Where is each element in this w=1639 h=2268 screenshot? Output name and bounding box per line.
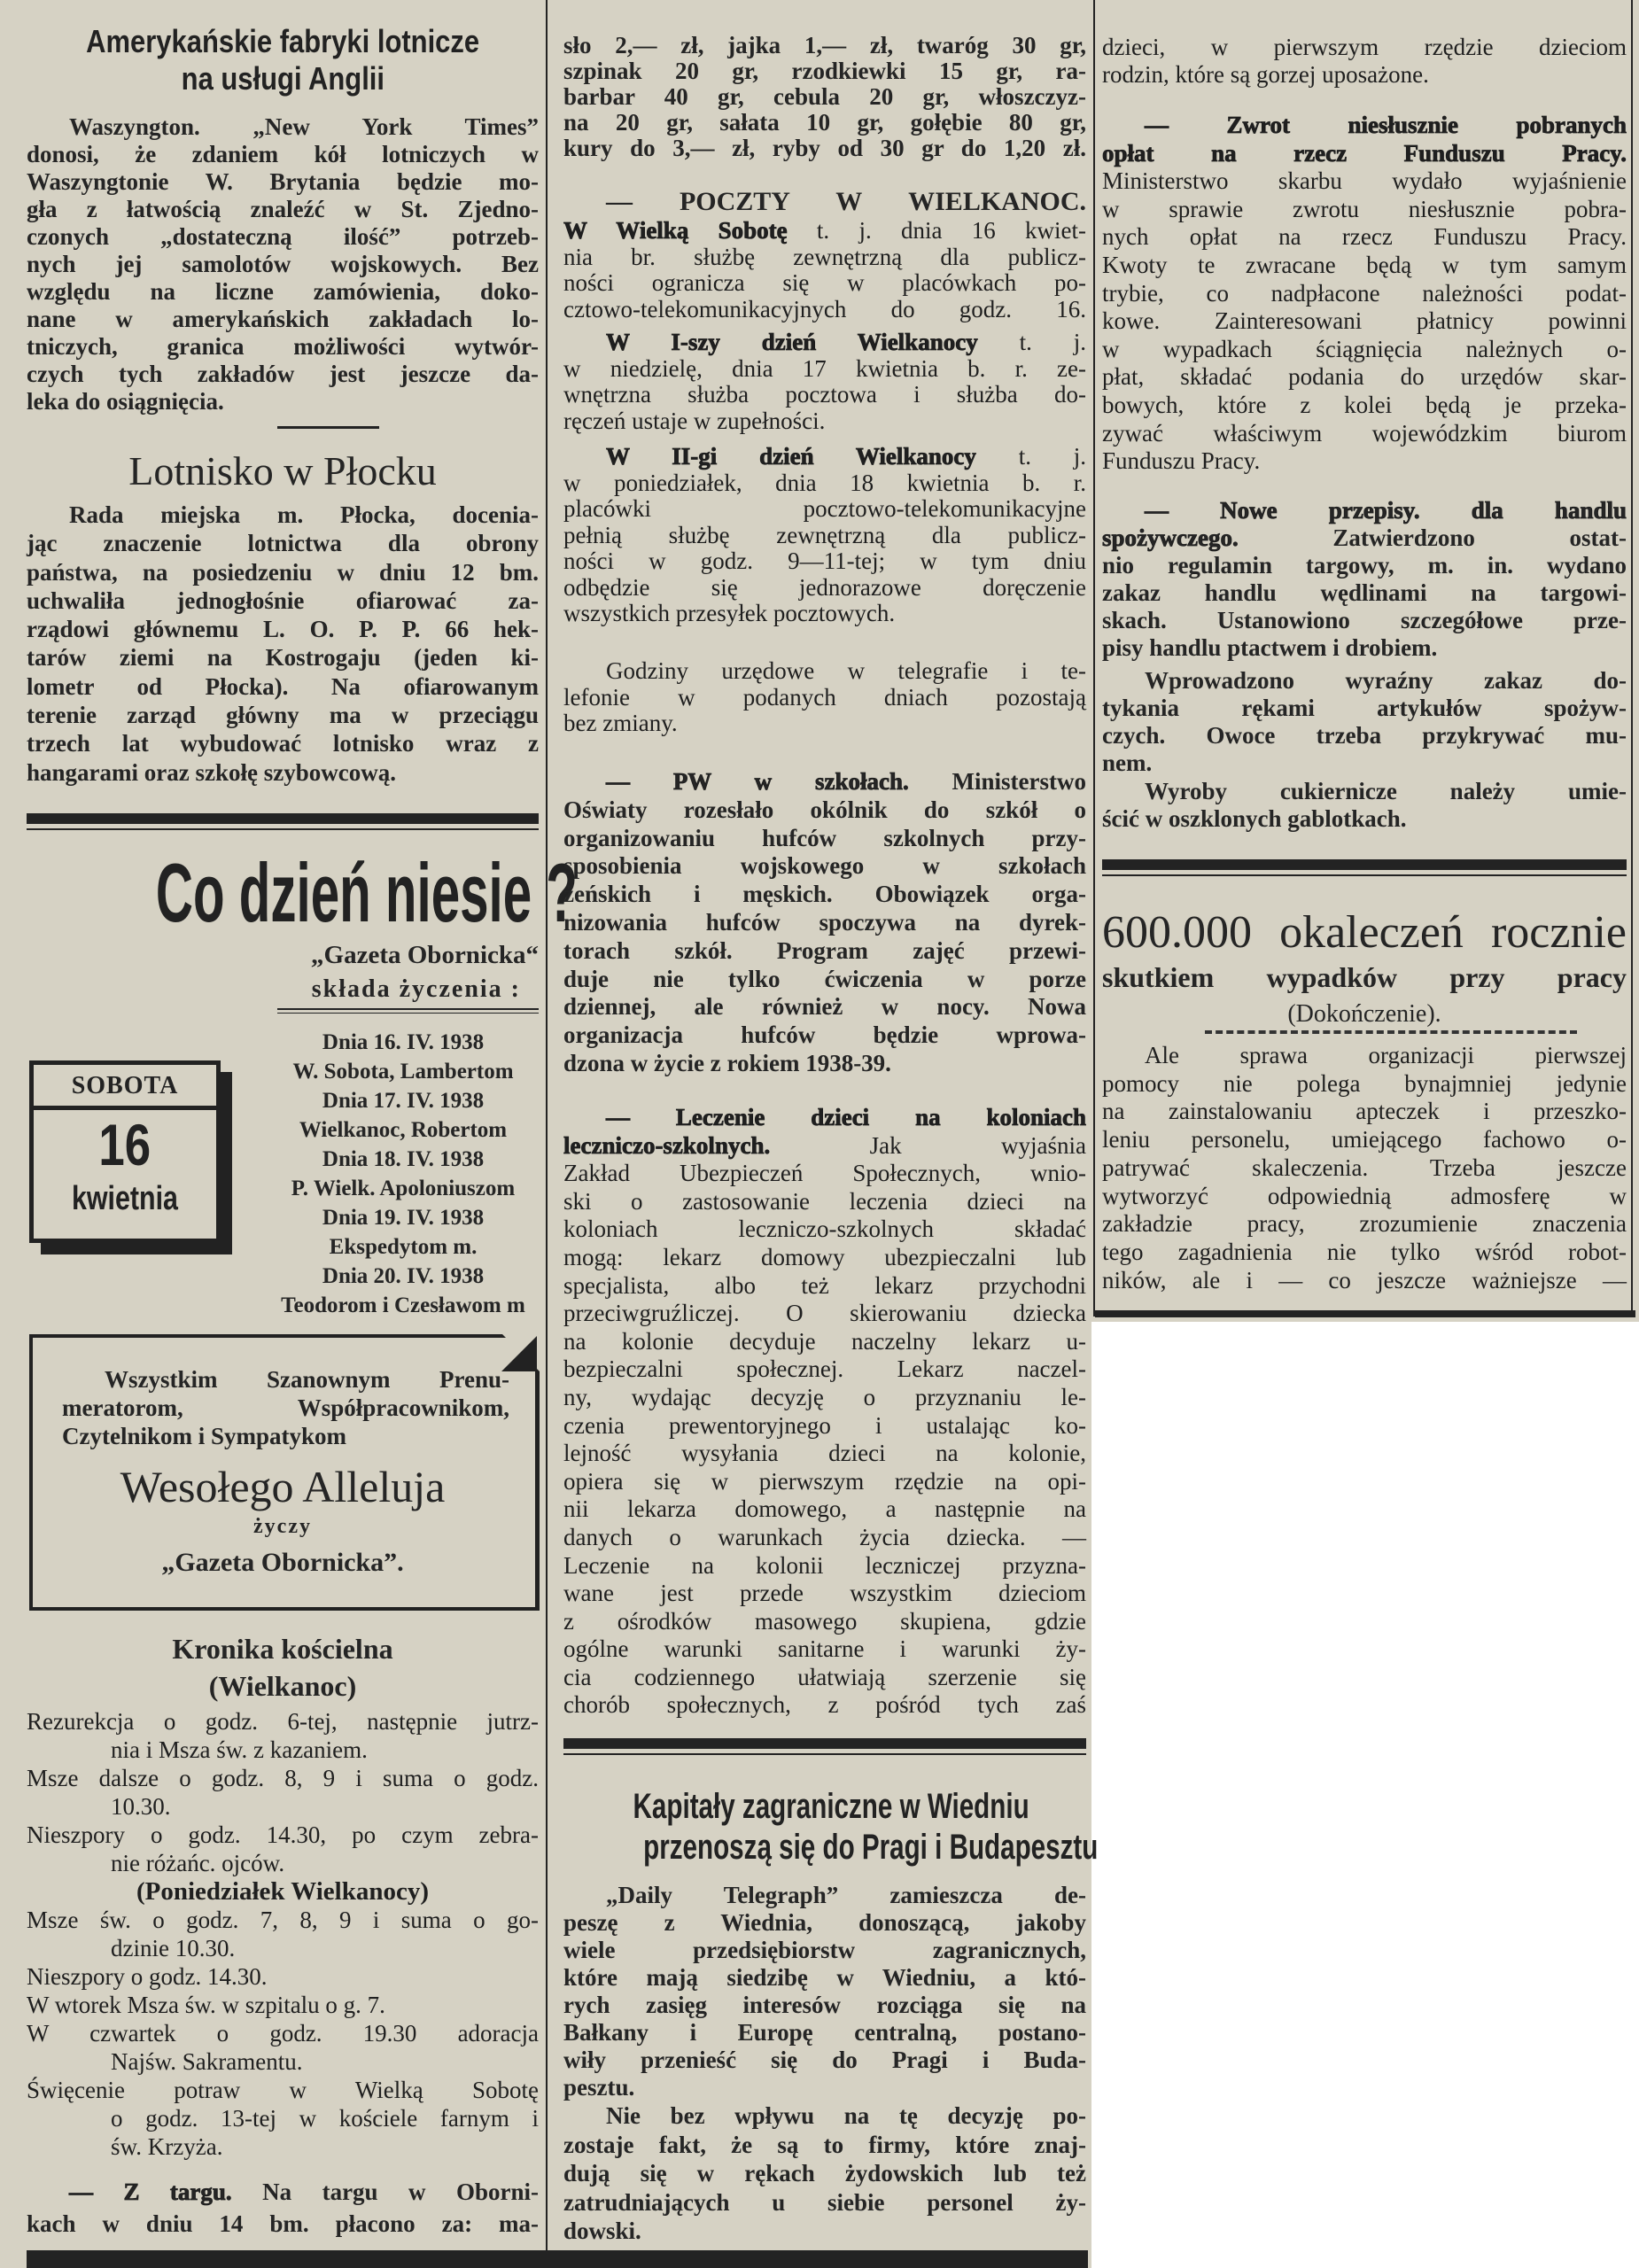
text-run: Ministerstwo xyxy=(908,768,1087,795)
lead-in-heading: W Wielką Sobotę xyxy=(563,217,788,244)
text-line: Msze dalsze o godz. 8, 9 i suma o godz. xyxy=(27,1765,539,1791)
text-line: nych jej samolotów wojskowych. Bez xyxy=(27,251,539,277)
name-day-date: Dnia 16. IV. 1938 xyxy=(322,1030,485,1054)
injuries-article-body xyxy=(1102,1042,1627,1294)
text-line: meratorom, Współpracownikom, xyxy=(62,1394,509,1421)
text-line: kury do 3,— zł, ryby od 30 gr do 1,20 zł. xyxy=(563,135,1086,161)
text-line: pełnią służbę zewnętrzną dla publicz- xyxy=(563,521,1086,548)
blank-area xyxy=(1091,1322,1639,2268)
text-line: — POCZTY W WIELKANOC. xyxy=(606,187,1086,216)
text-line: Ministerstwo skarbu wydało wyjaśnienie xyxy=(1102,167,1627,195)
text-line xyxy=(563,1104,1086,1132)
text-line: nii lekarza domowego, a następnie na xyxy=(563,1495,1086,1523)
text-line: ników, ale i — co jeszcze ważniejsze — xyxy=(1102,1266,1627,1293)
decorative-divider xyxy=(1205,1030,1577,1034)
calendar-weekday: SOBOTA xyxy=(34,1065,216,1110)
name-day-names: Wielkanoc, Robertom xyxy=(299,1118,508,1142)
text-line: wiły przenieść się do Pragi i Buda- xyxy=(563,2047,1086,2073)
text-line: tykania rękami artykułów spożyw- xyxy=(1102,695,1627,721)
text-line: dzona w życie z rokiem 1938-39. xyxy=(563,1049,891,1076)
schedule-item xyxy=(27,1764,539,1821)
food-trade-paragraph xyxy=(1102,667,1627,777)
text-line: bez zmiany. xyxy=(563,710,678,736)
text-line: lometr od Płocka). Na ofiarowanym xyxy=(27,672,539,700)
text-line: donosi, że zdaniem kół lotniczych w xyxy=(27,141,539,167)
text-line: żeńskich i męskich. Obowiązek orga- xyxy=(563,881,1086,908)
plock-headline: Lotnisko w Płocku xyxy=(128,448,437,493)
text-line: w poniedziałek, dnia 18 kwietnia b. r. xyxy=(563,469,1086,496)
text-line: względu na liczne zamówienia, doko- xyxy=(27,278,539,305)
text-line: 600.000 okaleczeń rocznie xyxy=(1102,907,1627,958)
text-line: Zakład Ubezpieczeń Społecznych, wnio- xyxy=(563,1160,1086,1187)
text-line: pisy handlu ptactwem i drobiem. xyxy=(1102,634,1438,661)
text-line: dzieci, w pierwszym rzędzie dzieciom xyxy=(1102,34,1627,60)
text-line: nizowania hufców spoczywa na dyrek- xyxy=(563,908,1086,936)
wishes-text: składa życzenia : xyxy=(311,975,521,1003)
thick-divider xyxy=(27,2250,1088,2268)
greeting-headline: Wesołego Alleluja xyxy=(120,1462,446,1511)
text-line: Kwoty te zwracane będą w tym samym xyxy=(1102,251,1627,278)
text-line: dują się w rękach żydowskich lub też xyxy=(563,2160,1086,2186)
co-dzien-title-text: Co dzień niesie ? xyxy=(155,846,578,939)
post-paragraph xyxy=(563,330,1086,434)
church-chronicle-title xyxy=(27,1630,539,1705)
text-run: t. j. xyxy=(975,443,1086,470)
text-line: trzech lat wybudować lotnisko wraz z xyxy=(27,730,539,757)
aviation-article-body xyxy=(27,113,539,416)
lead-in-heading: — Leczenie dzieci na koloniach xyxy=(606,1104,1086,1130)
text-line: nia i Msza św. z kazaniem. xyxy=(111,1736,368,1763)
text-line: W czwartek o godz. 19.30 adoracja xyxy=(27,2020,539,2047)
text-line: specjalista, albo też lekarz przychodni xyxy=(563,1271,1086,1299)
text-line xyxy=(27,2176,539,2208)
text-line: dzinie 10.30. xyxy=(111,1935,236,1961)
text-line: o godz. 13-tej w kościele farnym i xyxy=(111,2105,539,2132)
text-line xyxy=(1102,140,1627,168)
text-line: w sprawie zwrotu niesłusznie pobra- xyxy=(1102,195,1627,222)
text-line: cztowo-telekomunikacyjnych do godz. 16. xyxy=(563,295,1086,322)
text-line: Święcenie potraw w Wielką Sobotę xyxy=(27,2077,539,2103)
name-day-names: P. Wielk. Apoloniuszom xyxy=(291,1177,516,1200)
text-line: Oświaty rozesłało okólnik do szkół o xyxy=(563,796,1086,823)
headline-line: Kapitały zagraniczne w Wiedniu xyxy=(633,1787,1029,1826)
text-line: płat, składać podania do urzędów skar- xyxy=(1102,363,1627,391)
text-line: zatrudniających u siebie personel ży- xyxy=(563,2188,1086,2216)
post-paragraph xyxy=(563,444,1086,627)
schedule-item xyxy=(27,1962,539,1991)
text-line: czenia prewentoryjnego i ustalając ko- xyxy=(563,1411,1086,1439)
text-line: rodzin, które są gorzej uposażone. xyxy=(1102,61,1429,88)
text-run: t. j. xyxy=(977,329,1086,355)
text-line: jąc znaczenie lotnictwa dla obrony xyxy=(27,530,539,557)
text-line: czych tych zakładów jest jeszcze da- xyxy=(27,361,539,387)
text-line: zakładzie pracy, zrozumienie znaczenia xyxy=(1102,1210,1627,1238)
lead-in-heading: — Nowe przepisy. dla handlu xyxy=(1145,497,1627,524)
text-line: wytworzyć odpowiednią admosferę w xyxy=(1102,1182,1627,1209)
injuries-subheadline xyxy=(1102,959,1627,995)
text-line: nem. xyxy=(1102,750,1153,776)
text-line: organizowaniu hufców szkolnych przy- xyxy=(563,824,1086,851)
text-line: koloniach leczniczo-szkolnych składać xyxy=(563,1216,1086,1243)
text-line: terenie zarząd główny ma w przeciągu xyxy=(27,702,539,729)
text-line: Rada miejska m. Płocka, docenia- xyxy=(69,501,539,528)
text-line: placówki pocztowo-telekomunikacyjne xyxy=(563,495,1086,522)
treatment-continued xyxy=(1102,34,1627,89)
aviation-headline xyxy=(27,23,539,97)
pw-schools-article xyxy=(563,768,1086,1078)
text-line: zakaz handlu wędlinami na targowi- xyxy=(1102,579,1627,606)
greeting-signature: „Gazeta Obornicka”. xyxy=(161,1548,404,1577)
text-line: Wyroby cukiernicze należy umie- xyxy=(1145,778,1627,804)
text-line: ogólne warunki sanitarne i warunki ży- xyxy=(563,1635,1086,1663)
text-line: w niedzielę, dnia 17 kwietnia b. r. ze- xyxy=(563,354,1086,382)
church-schedule xyxy=(27,1707,539,2161)
text-line: skach. Ustanowiono szczegółowe prze- xyxy=(1102,607,1627,633)
calendar-day xyxy=(34,1110,216,1179)
text-run: Jak wyjaśnia xyxy=(770,1131,1086,1159)
headline-line: Amerykańskie fabryki lotnicze xyxy=(86,23,479,59)
church-subtitle: (Wielkanoc) xyxy=(208,1670,357,1702)
text-line: ścić w oszklonych gablotkach. xyxy=(1102,805,1407,832)
church-title: Kronika kościelna xyxy=(172,1633,393,1665)
text-line: Waszyngton. „New York Times” xyxy=(69,113,539,140)
co-dzien-title xyxy=(27,843,578,943)
church-subtitle-monday: (Poniedziałek Wielkanocy) xyxy=(136,1877,430,1906)
name-day-date: Dnia 17. IV. 1938 xyxy=(322,1089,485,1113)
text-line: Godziny urzędowe w telegrafie i te- xyxy=(606,657,1086,684)
text-line: Wprowadzono wyraźny zakaz do- xyxy=(1145,667,1627,694)
text-line: kach w dniu 14 bm. płacono za: ma- xyxy=(27,2210,539,2237)
text-line: tego zagadnienia nie tylko wśród robot- xyxy=(1102,1238,1627,1265)
column-divider xyxy=(1631,0,1633,1317)
injuries-headline xyxy=(1102,905,1627,960)
text-line: bowych, które z kolei będą je przeka- xyxy=(1102,391,1627,418)
text-line xyxy=(563,330,1086,356)
text-line: kowe. Zainteresowani płatnicy powinni xyxy=(1102,307,1627,335)
paper-name: „Gazeta Obornicka“ xyxy=(311,941,539,969)
easter-services xyxy=(27,1707,539,1877)
text-line: na zainstalowaniu apteczek i przeszko- xyxy=(1102,1098,1627,1125)
calendar-month-name: kwietnia xyxy=(72,1180,178,1217)
capital-paragraph xyxy=(563,1882,1086,2101)
greeting-verb: życzy xyxy=(253,1515,312,1538)
text-line: skutkiem wypadków przy pracy xyxy=(1102,961,1627,993)
headline-line: na usługi Anglii xyxy=(181,60,385,97)
name-day-names: W. Sobota, Lambertom xyxy=(292,1060,514,1084)
text-line: nych opłat na rzecz Funduszu Pracy. xyxy=(1102,223,1627,251)
text-line: leniu personelu, umiejącego fachowo o- xyxy=(1102,1126,1627,1153)
lead-in-heading: W I-szy dzień Wielkanocy xyxy=(606,329,978,355)
text-line xyxy=(1102,497,1627,524)
text-line: szpinak 20 gr, rzodkiewki 15 gr, ra- xyxy=(563,58,1086,84)
text-line: Bałkany i Europę centralną, postano- xyxy=(563,2019,1086,2046)
text-line: Czytelnikom i Sympatykom xyxy=(62,1423,347,1449)
text-line: lefonie w podanych dniach pozostają xyxy=(563,683,1086,711)
schedule-item xyxy=(27,2076,539,2161)
thin-divider xyxy=(563,1753,1086,1755)
text-line xyxy=(563,218,1086,245)
text-line: wnętrzna służba pocztowa i służba do- xyxy=(563,381,1086,408)
section-divider xyxy=(277,1008,539,1010)
text-line: hangarami oraz szkołę szybowcową. xyxy=(27,758,396,786)
text-line: na 20 gr, sałata 10 gr, gołębie 80 gr, xyxy=(563,109,1086,136)
text-line: dziennej, ale również w nocy. Nowa xyxy=(563,993,1086,1021)
text-line: ski o zastosowanie leczenia dzieci na xyxy=(563,1187,1086,1215)
text-line: czych. Owoce trzeba przykrywać mu- xyxy=(1102,722,1627,749)
text-line: danych o warunkach życia dziecka. — xyxy=(563,1523,1086,1550)
text-line: W wtorek Msza św. w szpitalu o g. 7. xyxy=(27,1992,385,2018)
text-line: przeciwgruźliczej. O skierowaniu dziecka xyxy=(563,1300,1086,1327)
text-line: organizacja hufców będzie wprowa- xyxy=(563,1021,1086,1049)
column-divider xyxy=(1093,0,1095,1317)
text-line: chorób społecznych, z pośród tych zaś xyxy=(563,1691,1086,1719)
text-line: nie różańc. ojców. xyxy=(111,1850,285,1876)
text-line: rządowi głównemu L. O. P. P. 66 hek- xyxy=(27,616,539,643)
lead-in-heading: W II-gi dzień Wielkanocy xyxy=(606,443,976,470)
text-line: 10.30. xyxy=(111,1793,171,1820)
text-line: rych zasięg interesów rozciąga się na xyxy=(563,1992,1086,2018)
capital-headline xyxy=(563,1786,1099,1868)
text-run: t. j. dnia 16 kwiet- xyxy=(787,217,1087,244)
text-line: „Daily Telegraph” zamieszcza de- xyxy=(606,1882,1086,1908)
greeting-addressees xyxy=(62,1365,509,1450)
text-line: barbar 40 gr, cebula 20 gr, włoszczyz- xyxy=(563,83,1086,110)
name-day-names: Teodorom i Czesławom m xyxy=(281,1293,525,1317)
post-heading xyxy=(563,188,1086,216)
text-line: nane w amerykańskich zakładach lo- xyxy=(27,306,539,332)
text-line: Nieszpory o godz. 14.30, po czym zebra- xyxy=(27,1821,539,1848)
text-line: Wszystkim Szanownym Prenu- xyxy=(105,1366,509,1393)
text-line: uchwaliła jednogłośnie ofiarować za- xyxy=(27,586,539,614)
text-line: wiele przedsiębiorstw zagranicznych, xyxy=(563,1937,1086,1963)
lead-in-heading: — PW w szkołach. xyxy=(606,768,909,795)
text-line: duje nie tylko ćwiczenia w porze xyxy=(563,965,1086,992)
headline-line: przenoszą się do Pragi i Budapesztu xyxy=(643,1828,1099,1867)
text-line: gła z łatwością znaleźć w St. Zjedno- xyxy=(27,196,539,222)
text-line: ności w godz. 9—11-tej; w tym dniu xyxy=(563,548,1086,574)
monday-services xyxy=(27,1906,539,2161)
text-line: tarów ziemi na Kostrogaju (jeden ki- xyxy=(27,644,539,672)
text-line: wane jest przede wszystkim dzieciom xyxy=(563,1580,1086,1607)
section-divider xyxy=(277,1013,539,1014)
text-line: cia codziennego ułatwiają szerzenie się xyxy=(563,1663,1086,1690)
food-trade-paragraph xyxy=(1102,778,1627,833)
calendar-day-number: 16 xyxy=(98,1112,151,1177)
text-line: peszę z Wiednia, donoszącą, jakoby xyxy=(563,1909,1086,1936)
thin-divider xyxy=(1102,874,1627,876)
text-line: mogą: lekarz domowy ubezpieczalni lub xyxy=(563,1243,1086,1270)
text-line: leka do osiągnięcia. xyxy=(27,388,224,415)
text-line: ny, wydając decyzję o przyznaniu le- xyxy=(563,1383,1086,1410)
text-line: Najśw. Sakramentu. xyxy=(111,2048,303,2075)
text-line: zostaje fakt, że są to firmy, które znaj- xyxy=(563,2131,1086,2158)
capital-paragraph xyxy=(563,2101,1086,2246)
lead-in-heading: — Z targu. xyxy=(69,2179,232,2205)
thick-divider xyxy=(1095,1310,1635,1317)
child-treatment-article xyxy=(563,1104,1086,1720)
name-day-date: Dnia 20. IV. 1938 xyxy=(322,1264,485,1288)
thin-divider xyxy=(27,828,539,830)
text-line: sło 2,— zł, jajka 1,— zł, twaróg 30 gr, xyxy=(563,32,1086,58)
text-line: bezpieczalni społecznej. Lekarz naczel- xyxy=(563,1355,1086,1383)
text-line: patrywać skaleczenia. Trzeba jeszcze xyxy=(1102,1153,1627,1181)
text-line: św. Krzyża. xyxy=(111,2133,223,2160)
text-line: torach szkół. Program zajęć przewi- xyxy=(563,936,1086,964)
text-line: tniczych, granica możliwości wytwór- xyxy=(27,333,539,360)
schedule-item xyxy=(27,2019,539,2076)
schedule-item xyxy=(27,1707,539,1764)
text-line: w wypadkach ściągnięcia należnych o- xyxy=(1102,335,1627,362)
text-line: Ale sprawa organizacji pierwszej xyxy=(1145,1042,1627,1068)
text-line: czonych „dostateczną ilość” potrzeb- xyxy=(27,223,539,250)
schedule-item xyxy=(27,1906,539,1962)
calendar-page xyxy=(29,1060,221,1243)
column-divider xyxy=(546,0,548,2255)
text-line: pesztu. xyxy=(563,2074,635,2101)
text-line: opiera się w pierwszym rzędzie na opi- xyxy=(563,1467,1086,1495)
text-line: nio regulamin targowy, m. in. wydano xyxy=(1102,552,1627,579)
market-article xyxy=(27,2176,539,2240)
text-line: z ośrodków masowego skupiena, gdzie xyxy=(563,1607,1086,1635)
schedule-item xyxy=(27,1821,539,1877)
schedule-item xyxy=(27,1991,539,2019)
text-line xyxy=(563,768,1086,796)
text-line: wszystkich przesyłek pocztowych. xyxy=(563,600,896,626)
text-line: Funduszu Pracy. xyxy=(1102,447,1261,475)
text-line xyxy=(563,444,1086,470)
text-line: nia br. służbę zewnętrzną dla publicz- xyxy=(563,243,1086,270)
lead-in-heading: opłat na rzecz Funduszu Pracy. xyxy=(1102,139,1627,167)
name-days-list xyxy=(268,1028,539,1320)
text-line: państwa, na posiedzeniu w dniu 12 bm. xyxy=(27,558,539,586)
thick-divider xyxy=(563,1738,1086,1749)
thick-divider xyxy=(1102,859,1627,870)
refund-article xyxy=(1102,112,1627,476)
post-paragraph xyxy=(563,218,1086,322)
text-line: ności ogranicza się w placówkach po- xyxy=(563,269,1086,296)
food-trade-article xyxy=(1102,497,1627,662)
text-run: Zatwierdzono ostat- xyxy=(1238,524,1627,551)
injuries-note: (Dokończenie). xyxy=(1287,1000,1441,1028)
name-day-date: Dnia 18. IV. 1938 xyxy=(322,1147,485,1171)
name-day-date: Dnia 19. IV. 1938 xyxy=(322,1206,485,1230)
text-line: ręczeń ustaje w zupełności. xyxy=(563,407,826,434)
text-line: na kolonie decyduje naczelny lekarz u- xyxy=(563,1327,1086,1355)
text-line: które mają siedzibę w Wiedniu, a któ- xyxy=(563,1964,1086,1991)
text-line: Leczenie na kolonii leczniczej przyzna- xyxy=(563,1551,1086,1579)
text-line: trybie, co nadpłacone należności podat- xyxy=(1102,279,1627,307)
text-line xyxy=(1102,112,1627,140)
text-line: pomocy nie polega bynajmniej jedynie xyxy=(1102,1069,1627,1097)
lead-in-heading: leczniczo-szkolnych. xyxy=(563,1131,771,1159)
plock-article-body xyxy=(27,501,539,787)
lead-in-heading: — Zwrot niesłusznie pobranych xyxy=(1145,112,1627,138)
text-line: zywać właściwym wojewódzkim biurom xyxy=(1102,419,1627,447)
text-line: lejność wysyłania dzieci na kolonie, xyxy=(563,1440,1086,1467)
text-line: sposobienia wojskowego w szkołach xyxy=(563,852,1086,880)
text-line: Rezurekcja o godz. 6-tej, następnie jutrz- xyxy=(27,1708,539,1735)
post-paragraph xyxy=(563,658,1086,737)
section-divider xyxy=(277,426,379,429)
text-line: Waszyngtonie W. Brytania będzie mo- xyxy=(27,168,539,195)
text-line: Nieszpory o godz. 14.30. xyxy=(27,1963,268,1990)
text-line: dowski. xyxy=(563,2218,641,2244)
text-line xyxy=(1102,524,1627,552)
text-line: Msze św. o godz. 7, 8, 9 i suma o go- xyxy=(27,1907,539,1933)
calendar-month xyxy=(34,1179,216,1218)
name-day-names: Ekspedytom m. xyxy=(329,1235,478,1259)
text-line: odbędzie się jednorazowe doręczenie xyxy=(563,573,1086,601)
thick-divider xyxy=(27,813,539,824)
text-line xyxy=(563,1132,1086,1161)
market-article-continued xyxy=(563,33,1086,161)
text-line: Nie bez wpływu na tę decyzję po- xyxy=(606,2102,1086,2129)
lead-in-heading: spożywczego. xyxy=(1102,524,1239,551)
text-run: Na targu w Oborni- xyxy=(231,2179,540,2205)
